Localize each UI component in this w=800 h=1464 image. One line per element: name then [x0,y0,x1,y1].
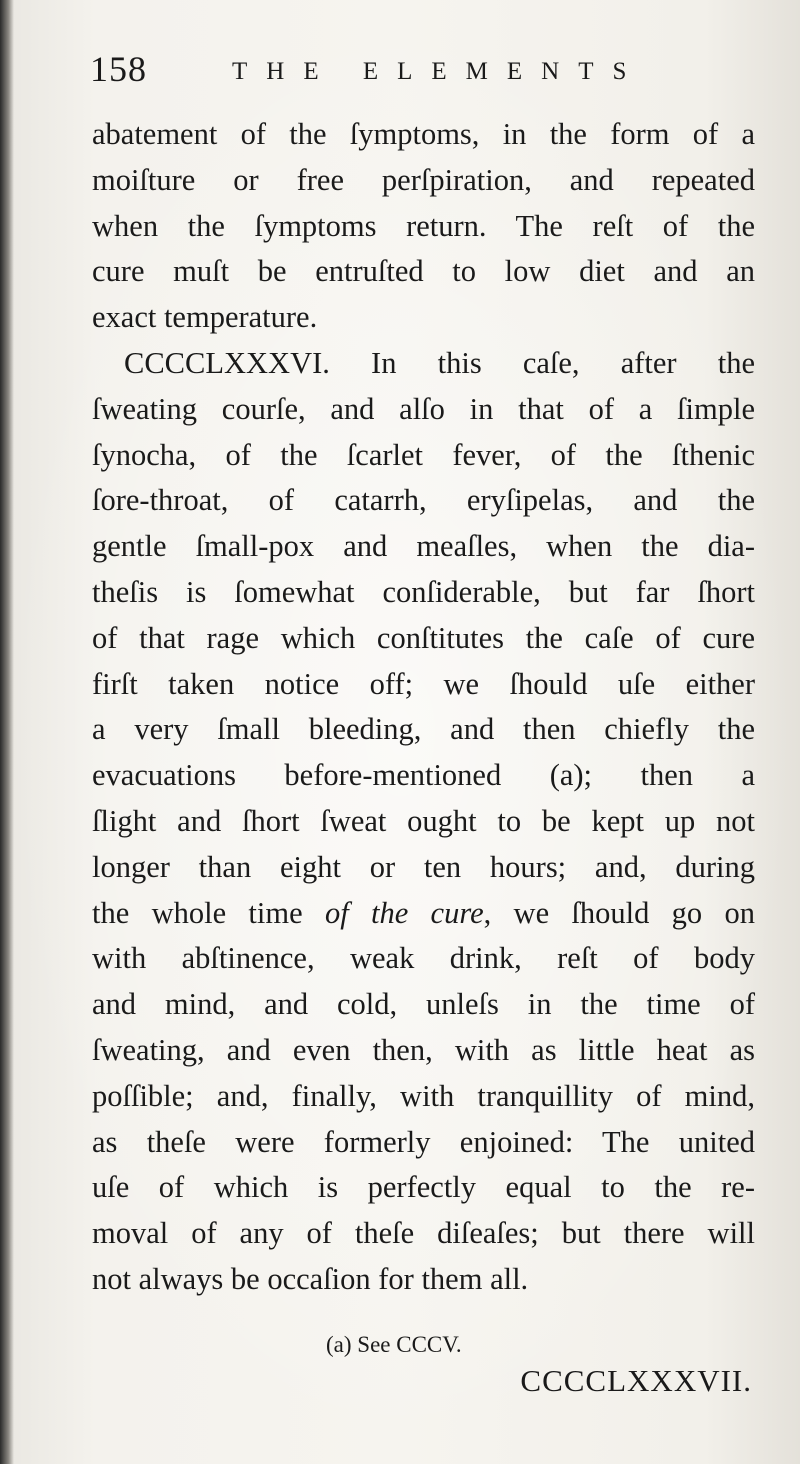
footnote: (a) See CCCV. [326,1332,462,1357]
text-line: ſweating, and even then, with as little heat as [92,1032,755,1067]
text-line: longer than eight or ten hours; and, during [92,849,755,884]
text-line: theſis is ſomewhat conſiderable, but far ſhort [92,574,755,609]
page-header [90,48,750,98]
text-line: a very ſmall bleeding, and then chiefly the [92,712,755,747]
running-head: THE ELEMENTS [232,58,646,85]
text-line: ſynocha, of the ſcarlet fever, of the ſthenic [92,437,755,472]
catchword: CCCCLXXXVII. [520,1363,752,1398]
body-text [92,112,755,1303]
text-line: evacuations before-mentioned (a); then a [92,758,755,793]
text-line: moiſture or free perſpiration, and repeated [92,162,755,197]
text-segment: , we ſhould go on [483,895,755,930]
text-line: as theſe were formerly enjoined: The united [92,1124,755,1159]
text-line: gentle ſmall-pox and meaſles, when the dia- [92,529,755,564]
text-line: ſore-throat, of catarrh, eryſipelas, and the [92,483,755,518]
text-line: not always be occaſion for them all. [92,1261,529,1296]
text-line: cure muſt be entruſted to low diet and an [92,254,755,289]
text-line: exact temperature. [92,300,318,335]
text-line: ſlight and ſhort ſweat ought to be kept up not [92,803,755,838]
italic-phrase: of the cure [324,895,484,930]
text-segment: the whole time [92,895,325,930]
text-line [92,891,755,937]
text-line: ſweating courſe, and alſo in that of a ſimple [92,391,755,426]
text-line: CCCCLXXXVI. In this caſe, after the [124,345,755,380]
text-line: uſe of which is perfectly equal to the re- [92,1170,755,1205]
text-line: abatement of the ſymptoms, in the form of a [92,117,755,151]
text-line: with abſtinence, weak drink, reſt of body [92,941,755,976]
text-line: when the ſymptoms return. The reſt of the [92,208,755,243]
page-gutter-shadow [0,0,14,1464]
text-line: and mind, and cold, unleſs in the time of [92,987,755,1022]
text-line: of that rage which conſtitutes the caſe of cure [92,620,755,655]
text-line: poſſible; and, finally, with tranquillity of mind, [92,1078,755,1113]
text-line: moval of any of theſe diſeaſes; but there will [92,1216,755,1251]
text-line: firſt taken notice off; we ſhould uſe either [92,666,755,701]
page-number: 158 [90,49,147,89]
